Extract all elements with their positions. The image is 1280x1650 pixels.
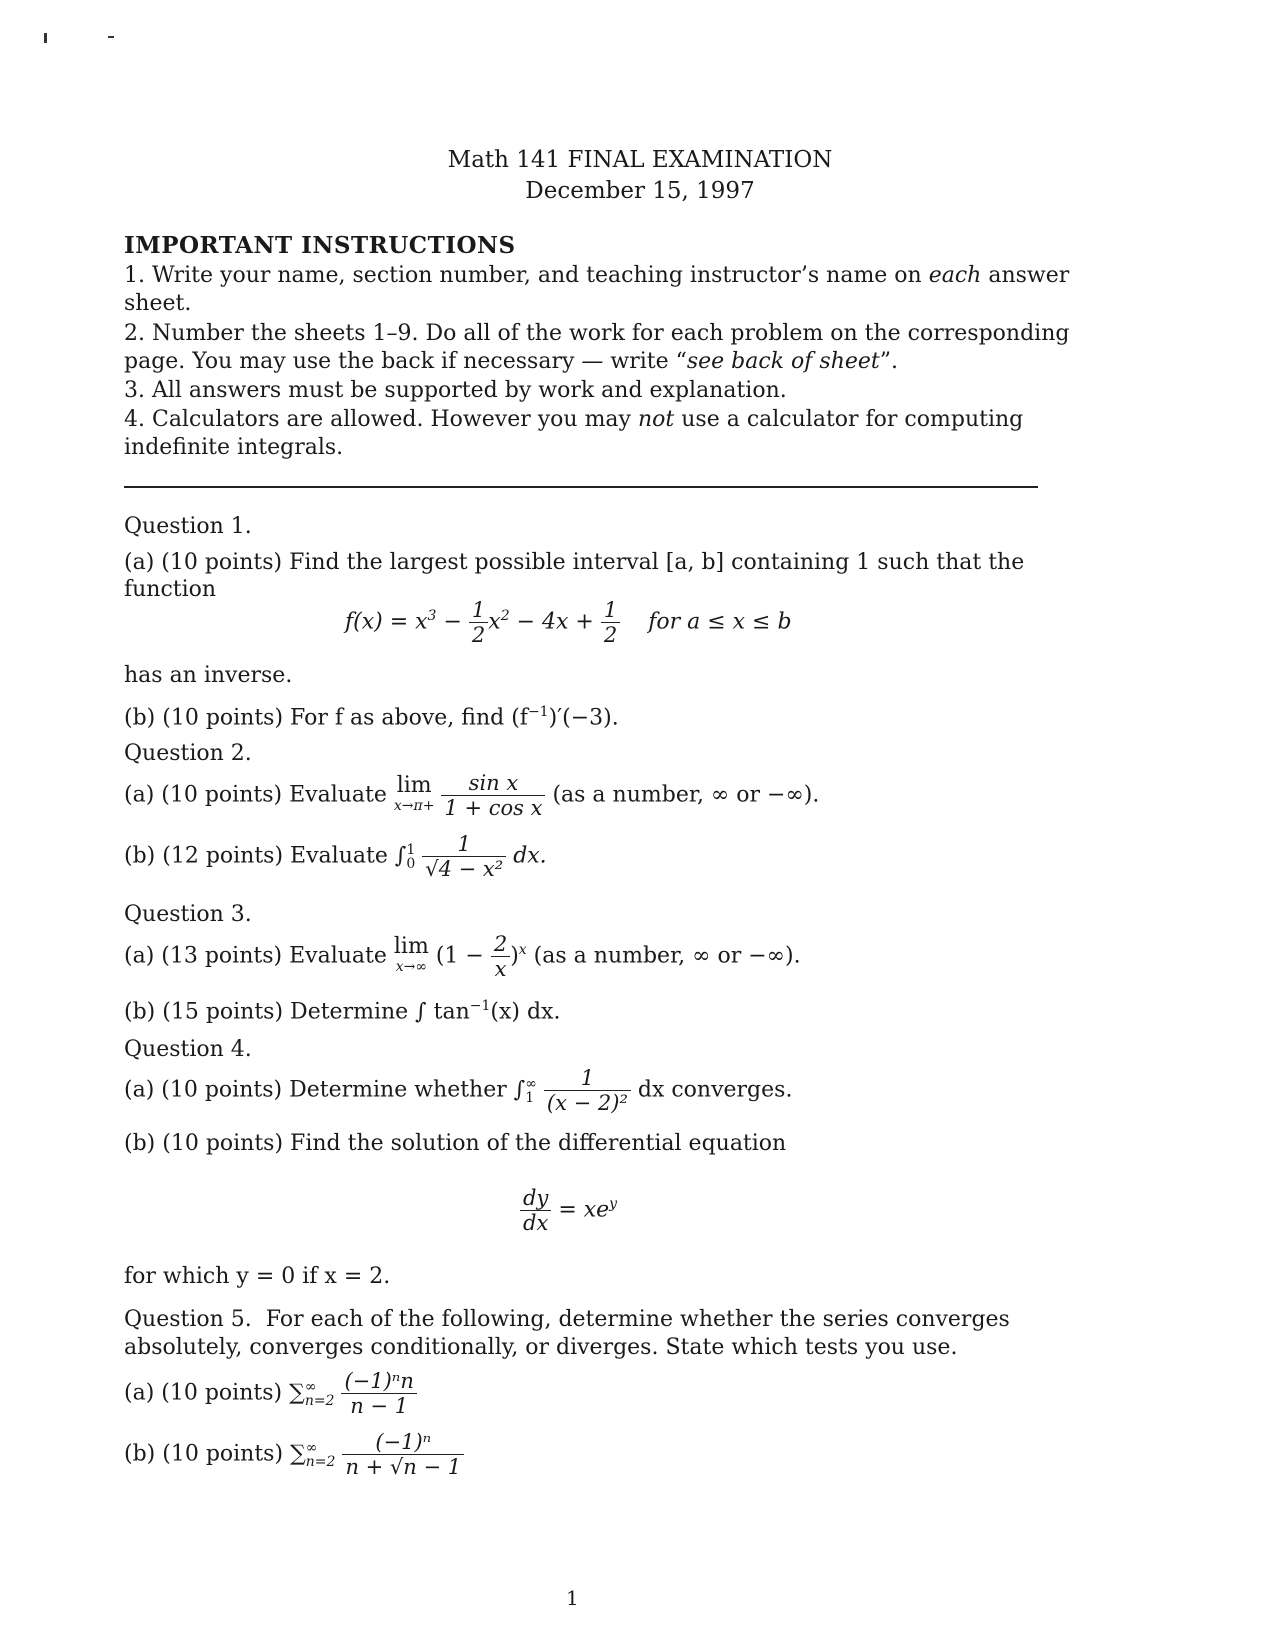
question-5-intro-cont: absolutely, converges conditionally, or diverges. State which tests you use. — [124, 1335, 958, 1360]
instruction-1-cont: sheet. — [124, 291, 192, 316]
question-3-label: Question 3. — [124, 902, 252, 927]
question-4a: (a) (10 points) Determine whether ∫ ∞ 1 $\frac{1}{\text{(x − 2)²}}$ dx converges. — [124, 1066, 793, 1115]
exam-title: Math 141 FINAL EXAMINATION — [447, 147, 833, 173]
question-1-formula: $f(x) = x^3$ − $\frac{1}{2}$ $x^2 - 4x$ + $\frac{1}{2}$ for a ≤ x ≤ b — [345, 598, 792, 647]
question-1a-text: (a) (10 points) Find the largest possible interval [a, b] containing 1 such that the — [124, 550, 1025, 575]
page-number: 1 — [566, 1586, 579, 1610]
question-5b: (b) (10 points) ∑ ∞ n=2 $\frac{\text{(−1)ⁿ}}{n + √n - 1}$ — [124, 1430, 464, 1479]
question-2b: (b) (12 points) Evaluate ∫ 1 0 $\frac{1}{\text{√4 − x²}}$ dx. — [124, 832, 547, 881]
instruction-2-cont: page. You may use the back if necessary — write “see back of sheet”. — [124, 349, 898, 374]
question-3b: (b) (15 points) Determine ∫ $\tan^{-1}(x)$ dx. — [124, 998, 561, 1025]
question-1-label: Question 1. — [124, 514, 252, 539]
instruction-4: 4. Calculators are allowed. However you may not use a calculator for computing — [124, 407, 1024, 432]
instruction-2: 2. Number the sheets 1–9. Do all of the work for each problem on the corresponding — [124, 321, 1070, 346]
instruction-4-cont: indefinite integrals. — [124, 435, 344, 460]
question-4-label: Question 4. — [124, 1037, 252, 1062]
instructions-heading: IMPORTANT INSTRUCTIONS — [124, 232, 516, 259]
question-5-intro: Question 5. For each of the following, determine whether the series converges — [124, 1307, 1010, 1332]
question-1b-text: (b) (10 points) For f as above, find $(f^{-1})'(-3)$. — [124, 704, 619, 731]
question-3a: (a) (13 points) Evaluate lim x→∞ (1 − $\frac{2}{x}$ )$^x$ (as a number, ∞ or −∞). — [124, 932, 801, 981]
question-4b-text: (b) (10 points) Find the solution of the differential equation — [124, 1131, 787, 1156]
differential-equation: $\frac{dy}{dx}$ = $xe^y$ — [520, 1186, 617, 1235]
question-2a: (a) (10 points) Evaluate lim x→π+ $\frac{\text{sin x}}{\text{1 + cos x}}$ (as a number, ∞ or −∞). — [124, 771, 820, 820]
question-2-label: Question 2. — [124, 741, 252, 766]
scan-mark — [44, 33, 47, 43]
question-1a-text-cont: function — [124, 577, 217, 602]
instruction-3: 3. All answers must be supported by work and explanation. — [124, 378, 787, 403]
divider — [124, 486, 1038, 488]
instruction-1: 1. Write your name, section number, and teaching instructor’s name on each answer — [124, 263, 1070, 288]
scan-mark — [108, 36, 114, 38]
question-1a-end: has an inverse. — [124, 663, 293, 688]
question-5a: (a) (10 points) ∑ ∞ n=2 $\frac{\text{(−1)ⁿn}}{n - 1}$ — [124, 1369, 417, 1418]
question-4b-end: for which y = 0 if x = 2. — [124, 1264, 391, 1289]
exam-date: December 15, 1997 — [525, 178, 755, 204]
